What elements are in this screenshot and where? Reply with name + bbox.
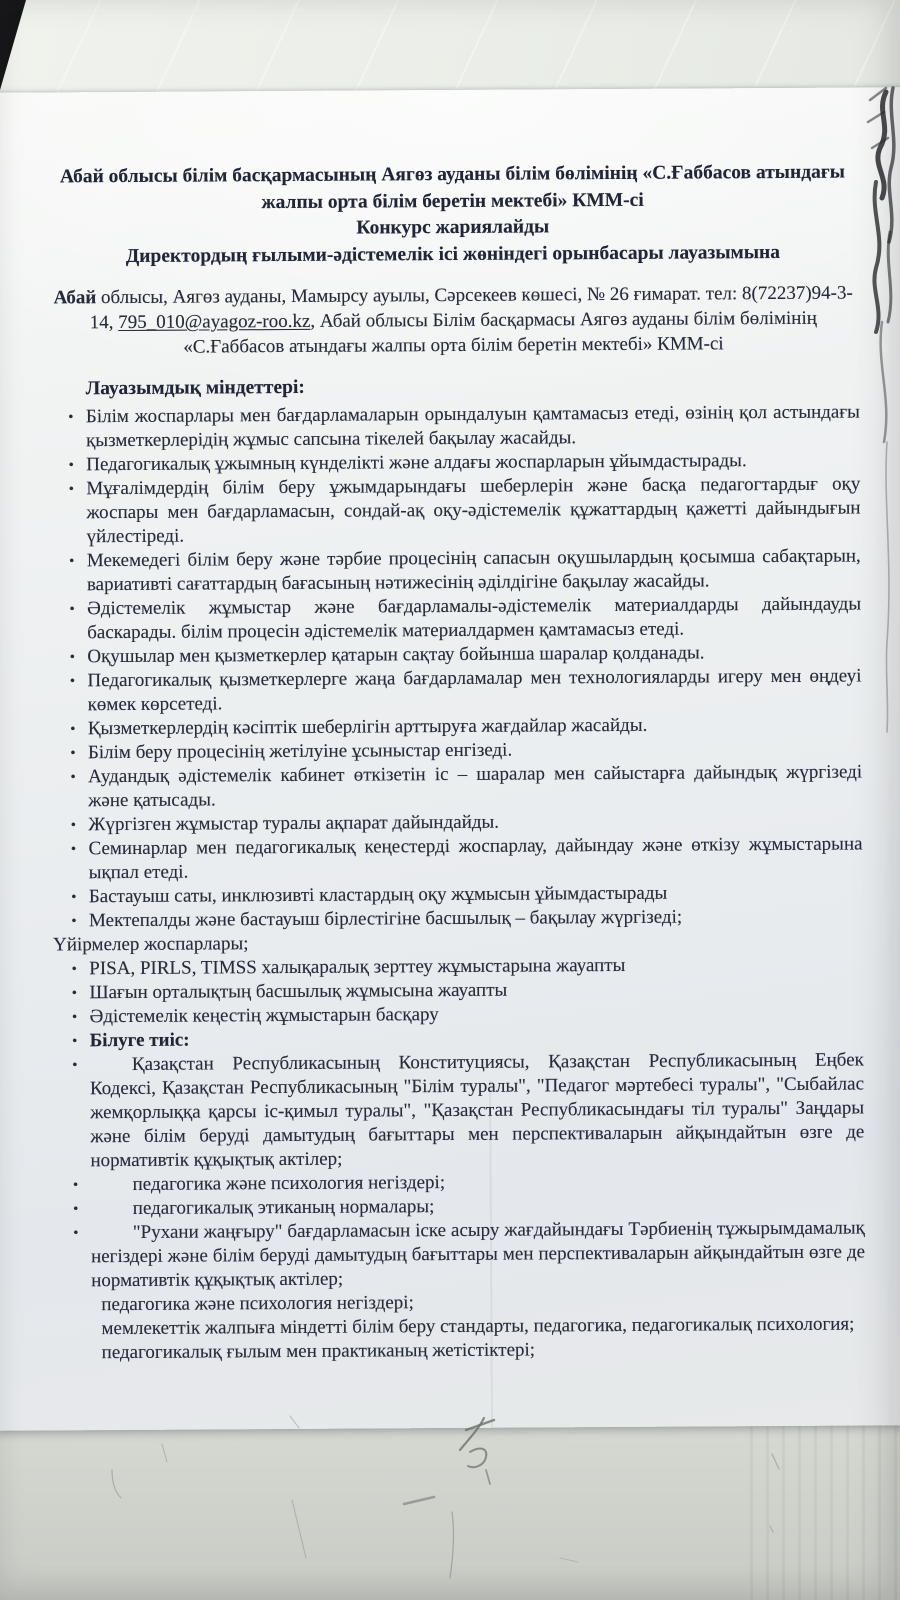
document-title — [46, 159, 859, 270]
address-text: облысы, Аягөз ауданы, Мамырсу ауылы, Сәрсекеев көшесі, № 26 ғимарат. тел: 8(72237)94-3-14, — [89, 282, 853, 334]
bullet-icon: • — [68, 457, 74, 474]
know-list — [52, 1048, 865, 1293]
address-lead: Абай — [53, 287, 97, 309]
bullet-icon: • — [70, 745, 76, 762]
duties-list — [48, 400, 863, 933]
bullet-icon: • — [70, 769, 76, 786]
page-content — [0, 87, 900, 1366]
bullet-icon: • — [73, 1201, 79, 1218]
address-paragraph — [47, 280, 859, 360]
duty-item: • Педагогикалық қызметкерлерге жаңа бағдарламалар мен технологияларды игеру мен өңдеуі көмек көрсетеді. — [49, 664, 861, 717]
bullet-icon: • — [71, 985, 78, 1002]
duty-item: • Мекемедегі білім беру және тәрбие процесінің сапасын оқушылардың қосымша сабақтарын, вариативті сағаттардың бағасының нәтижесінің әділдігіне бақылау жасайды. — [49, 544, 861, 597]
duty-item: • Білім жоспарлары мен бағдарламаларын орындалуын қамтамасыз етеді, өзінің қол астындағы қызметкерлерідің жұмыс сапсына тікелей бақылау жасайды. — [48, 400, 860, 453]
duty-item: • Білім беру процесінің жетілуіне ұсыныстар енгізеді. — [50, 736, 862, 765]
bullet-icon: • — [72, 1057, 78, 1074]
duties-heading: Лауазымдық міндеттері: — [85, 376, 305, 400]
table-surface — [0, 1402, 900, 1600]
duty-item: • Жүргізген жұмыстар туралы ақпарат дайындайды. — [50, 808, 862, 837]
bullet-icon: • — [72, 1177, 79, 1194]
know-item: • "Рухани жаңғыру" бағдарламасын іске асыру жағдайындағы Тәрбиенің тұжырымдамалық негіздері және білім беруді дамытудың бағыттары мен перспективаларын айқындайтын өзге де нормативтік құқықтық актілер; — [53, 1216, 865, 1293]
note-line: педагогикалық ғылым мен практиканың жетістіктері; — [101, 1339, 536, 1364]
responsibilities-list — [51, 952, 863, 1029]
bullet-icon: • — [69, 553, 75, 570]
duty-item: • Оқушылар мен қызметкерлер қатарын сақтау бойынша шаралар қолданады. — [49, 640, 861, 669]
note-line: педагогика және психология негіздері; — [101, 1292, 414, 1316]
responsibility-item: • PISA, PIRLS, TIMSS халықаралық зерттеу жұмыстарына жауапты — [51, 952, 863, 981]
bullet-icon: • — [71, 961, 77, 978]
bullet-icon: • — [72, 1033, 78, 1050]
know-item: • Қазақстан Республикасының Конституциясы, Қазақстан Республикасының Еңбек Кодексі, Қазақстан Республикасының "Білім туралы", "Педагог мәртебесі туралы", "Сыбайлас жемқорлыққа қарсы іс-қимыл туралы", "Қазақстан Республикасындағы тіл туралы" Заңдары және білім беруді дамытудың бағыттары мен перспективаларын айқындайтын өзге де нормативтік құқықтық актілер; — [52, 1048, 865, 1173]
duty-item: • Мұғалімдердің білім беру ұжымдарындағы шеберлерін және басқа педагогтардығ оқу жоспары мен бағдарламасын, сондай-ақ оқу-әдістемелік құжаттардың қажетті дайындығын үйлестіреді. — [48, 472, 860, 549]
title-announce: Конкурс жариялайды — [356, 216, 550, 239]
bullet-icon: • — [71, 913, 77, 930]
bullet-icon: • — [70, 721, 76, 738]
address-text-after: , Абай облысы Білім басқармасы Аягөз ауданы білім бөлімінің «С.Ғаббасов атындағы жалпы орта білім беретін мектебі» КММ-сі — [183, 307, 817, 358]
know-item: • педагогикалық этиканың нормалары; — [53, 1192, 865, 1221]
duty-item: • Аудандық әдістемелік кабинет өткізетін іс – шаралар мен сайыстарға дайындық жүргізеді және қатысады. — [50, 760, 862, 813]
duty-item: • Семинарлар мен педагогикалық кеңестерді жоспарлау, дайындау және өткізу жұмыстарына ықпал етеді. — [50, 832, 862, 885]
bullet-icon: • — [68, 409, 74, 426]
duty-item: • Бастауыш саты, инклюзивті кластардың оқу жұмысын ұйымдастырады — [51, 880, 863, 909]
bullet-icon: • — [69, 649, 76, 666]
note-line: мемлекеттік жалпыға міндетті білім беру стандарты, педагогика, педагогикалық психология; — [101, 1313, 855, 1340]
email-address: 795_010@ayagoz-roo.kz — [118, 310, 311, 334]
bullet-icon: • — [71, 889, 77, 906]
bullet-icon: • — [69, 673, 76, 690]
know-item: • педагогика және психология негіздері; — [53, 1168, 865, 1197]
duty-item: • Әдістемелік жұмыстар және бағдарламалы-әдістемелік материалдарды дайындауды баскарады. білім процесін әдістемелік материалдармен қамтамасыз етеді. — [49, 592, 861, 645]
duty-item: • Педагогикалық ұжымның күнделікті және алдағы жоспарларын ұйымдастырады. — [48, 448, 860, 477]
title-main: Абай облысы білім басқармасының Аягөз ауданы білім бөлімінің «С.Ғаббасов атындағы жалпы орта білім беретін мектебі» КММ-сі — [59, 161, 845, 213]
know-heading: Білуге тиіс: — [89, 1029, 190, 1052]
bullet-icon: • — [69, 601, 75, 618]
responsibility-item: • Әдістемелік кеңестің жұмыстарын басқару — [51, 1000, 863, 1029]
bullet-icon: • — [70, 841, 77, 858]
clubs-line: Үйірмелер жоспарлары; — [53, 933, 249, 956]
bullet-icon: • — [70, 817, 77, 834]
table-streaks — [750, 1402, 900, 1600]
bullet-icon: • — [71, 1009, 78, 1026]
responsibility-item: • Шағын орталықтың басшылық жұмысына жауапты — [51, 976, 863, 1005]
bullet-icon: • — [68, 481, 75, 498]
title-position: Директордың ғылыми-әдістемелік ісі жөніндегі орынбасары лауазымына — [125, 241, 781, 267]
paper-sheet — [0, 87, 900, 1431]
duty-item: • Мектепалды және бастауыш бірлестігіне басшылық – бақылау жүргізеді; — [51, 904, 863, 933]
bullet-icon: • — [73, 1225, 79, 1242]
duty-item: • Қызметкерлердің кәсіптік шеберлігін арттыруға жағдайлар жасайды. — [50, 712, 862, 741]
